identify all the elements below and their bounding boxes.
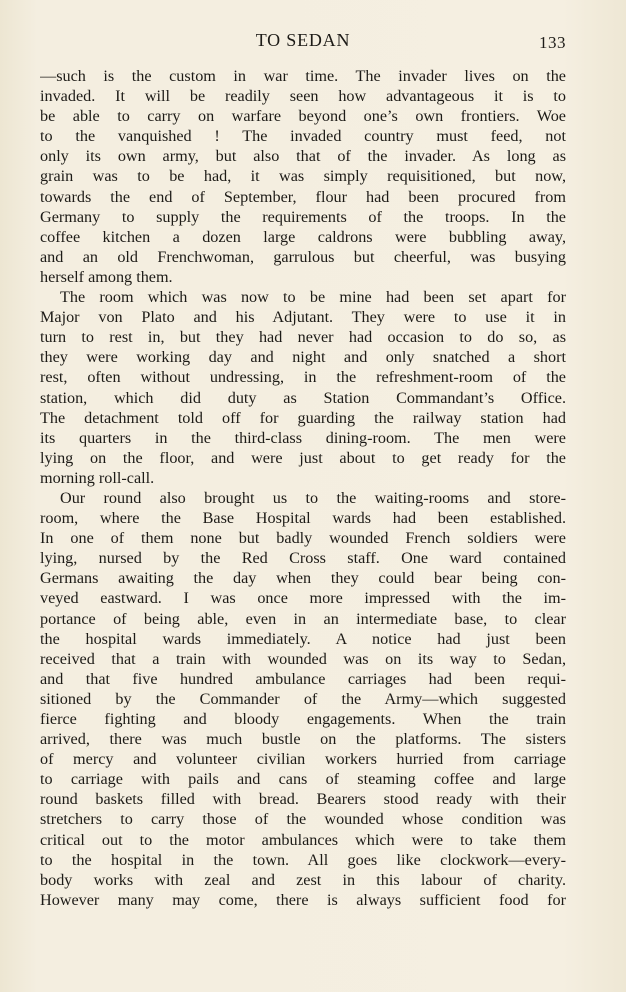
- text-line: In one of them none but badly wounded French soldiers were: [40, 529, 566, 548]
- text-line: invaded. It will be readily seen how advantageous it is to: [40, 87, 566, 106]
- text-line: of mercy and volunteer civilian workers hurried from carriage: [40, 750, 566, 769]
- chapter-title: TO SEDAN: [255, 30, 351, 50]
- text-line: to the vanquished ! The invaded country must feed, not: [40, 127, 566, 146]
- text-line: round baskets filled with bread. Bearers stood ready with their: [40, 790, 566, 809]
- text-line: veyed eastward. I was once more impressed with the im-: [40, 589, 566, 608]
- text-line: to carriage with pails and cans of steaming coffee and large: [40, 770, 566, 789]
- text-line: towards the end of September, flour had been procured from: [40, 187, 566, 206]
- text-line: grain was to be had, it was simply requisitioned, but now,: [40, 167, 566, 186]
- text-line: The room which was now to be mine had been set apart for: [60, 288, 566, 307]
- text-line: station, which did duty as Station Commandant’s Office.: [40, 388, 566, 407]
- running-head: [40, 30, 566, 56]
- text-line: Major von Plato and his Adjutant. They were to use it in: [40, 308, 566, 327]
- text-line: lying on the floor, and were just about to get ready for the: [40, 448, 566, 467]
- text-line: Our round also brought us to the waiting-rooms and store-: [60, 488, 566, 507]
- text-line: herself among them.: [40, 267, 173, 286]
- paragraph-2: [40, 287, 566, 488]
- text-line: its quarters in the third-class dining-room. The men were: [40, 428, 566, 447]
- text-line: be able to carry on warfare beyond one’s own frontiers. Woe: [40, 107, 566, 126]
- text-line: lying, nursed by the Red Cross staff. One ward contained: [40, 549, 566, 568]
- text-line: —such is the custom in war time. The invader lives on the: [40, 67, 566, 85]
- body-text: [40, 66, 566, 910]
- page-number: 133: [539, 33, 566, 52]
- text-line: turn to rest in, but they had never had occasion to do so, as: [40, 328, 566, 347]
- text-line: arrived, there was much bustle on the platforms. The sisters: [40, 730, 566, 749]
- text-line: However many may come, there is always sufficient food for: [40, 890, 566, 909]
- text-line: and an old Frenchwoman, garrulous but cheerful, was busying: [40, 247, 566, 266]
- text-line: stretchers to carry those of the wounded whose condition was: [40, 810, 566, 829]
- text-line: Germans awaiting the day when they could bear being con-: [40, 569, 566, 588]
- paragraph-1: [40, 66, 566, 287]
- text-line: the hospital wards immediately. A notice had just been: [40, 629, 566, 648]
- text-line: body works with zeal and zest in this labour of charity.: [40, 870, 566, 889]
- text-line: coffee kitchen a dozen large caldrons were bubbling away,: [40, 227, 566, 246]
- text-line: received that a train with wounded was on its way to Sedan,: [40, 649, 566, 668]
- text-line: rest, often without undressing, in the refreshment-room of the: [40, 368, 566, 387]
- text-line: sitioned by the Commander of the Army—which suggested: [40, 689, 566, 708]
- text-line: room, where the Base Hospital wards had been established.: [40, 509, 566, 528]
- text-line: portance of being able, even in an intermediate base, to clear: [40, 609, 566, 628]
- text-line: fierce fighting and bloody engagements. When the train: [40, 710, 566, 728]
- text-line: to the hospital in the town. All goes like clockwork—every-: [40, 850, 566, 869]
- text-line: and that five hundred ambulance carriages had been requi-: [40, 669, 566, 688]
- text-line: they were working day and night and only snatched a short: [40, 348, 566, 367]
- text-line: The detachment told off for guarding the railway station had: [40, 408, 566, 427]
- text-line: morning roll-call.: [40, 468, 155, 487]
- text-line: Germany to supply the requirements of the troops. In the: [40, 207, 566, 226]
- text-line: only its own army, but also that of the invader. As long as: [40, 147, 566, 166]
- text-line: critical out to the motor ambulances which were to take them: [40, 830, 566, 849]
- paragraph-3: [40, 488, 566, 910]
